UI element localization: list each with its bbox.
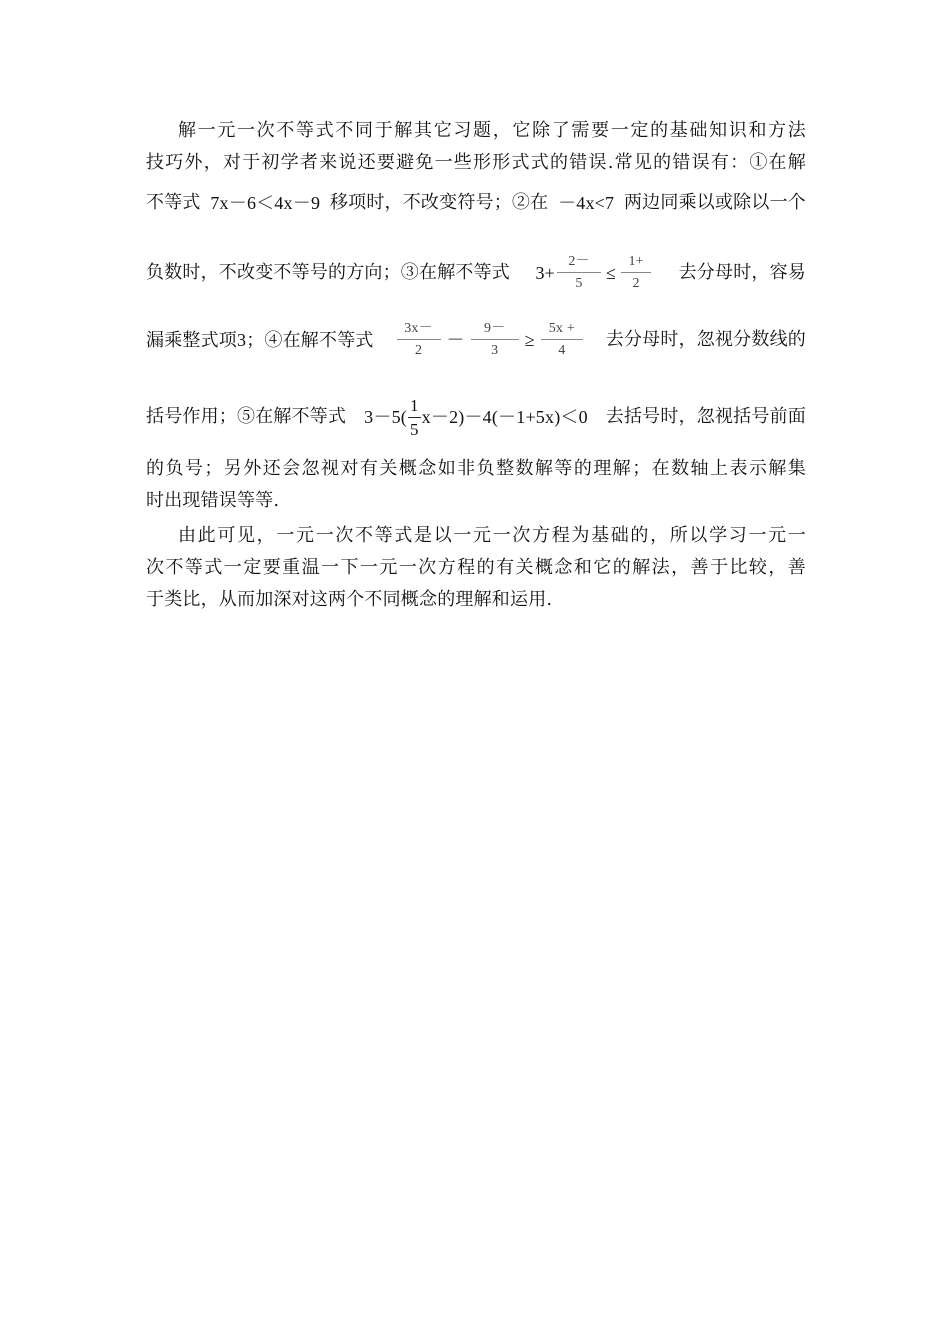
p1-line-6-text-b: 去括号时，忽视括号前面	[605, 406, 806, 427]
fraction-numerator: 1	[408, 396, 421, 418]
inequality-5-part-1: 3－5(	[364, 407, 407, 427]
inequality-3	[535, 251, 653, 295]
fraction-denominator: 2	[414, 343, 423, 358]
p1-line-7: 的负号；另外还会忽视对有关概念如非负整数解等的理解；在数轴上表示解集	[146, 458, 806, 479]
geq-sign: ≥	[524, 330, 535, 350]
fraction-numerator: 9－	[471, 321, 519, 340]
p1-line-8: 时出现错误等等.	[146, 490, 280, 511]
inequality-3-prefix: 3+	[535, 263, 556, 283]
fraction-numerator: 1+	[621, 254, 651, 273]
fraction-5x-4	[541, 321, 583, 359]
fraction-1-5	[408, 396, 421, 439]
p1-line-1: 解一元一次不等式不同于解其它习题，它除了需要一定的基础知识和方法	[178, 120, 806, 141]
minus-sign: －	[446, 330, 465, 350]
p1-line-3-text-b: 移项时，不改变符号；②在	[329, 192, 549, 213]
fraction-denominator: 4	[558, 343, 566, 358]
p1-line-3-text-a: 不等式	[146, 192, 201, 213]
p2-line-3: 于类比，从而加深对这两个不同概念的理解和运用.	[146, 589, 553, 610]
fraction-3x-2	[397, 321, 441, 359]
p1-line-3	[146, 189, 806, 217]
fraction-denominator: 5	[575, 276, 583, 291]
p1-line-5-text-c: 去分母时，忽视分数线的	[605, 329, 806, 350]
p1-line-5-text-a	[146, 318, 374, 363]
inequality-4	[395, 318, 585, 362]
p1-line-6	[146, 393, 806, 441]
p1-line-6-text-a: 括号作用；⑤在解不等式	[146, 406, 347, 427]
p1-line-4-text-a: 负数时，不改变不等号的方向；③在解不等式	[146, 262, 510, 283]
inequality-5	[364, 393, 588, 441]
leq-sign: ≤	[606, 263, 617, 283]
inequality-5-part-2: x－2)－4(－1+5x)＜0	[421, 407, 588, 427]
p1-line-4	[146, 251, 806, 295]
fraction-denominator: 5	[409, 419, 419, 439]
p1-line-5-label-b: ；④在解不等式	[246, 329, 374, 351]
fraction-numerator: 5x +	[541, 321, 583, 340]
fraction-2-5	[557, 254, 601, 292]
fraction-denominator: 3	[491, 343, 499, 358]
inequality-2: －4x<7	[558, 193, 615, 213]
p1-line-3-text-c: 两边同乘以或除以一个	[623, 192, 806, 213]
p1-line-5-label: 漏乘整式项	[146, 329, 237, 351]
fraction-1-2	[621, 254, 651, 292]
inequality-1: 7x－6＜4x－9	[210, 193, 321, 213]
p1-line-4-text-b: 去分母时，容易	[678, 262, 806, 283]
fraction-denominator: 2	[632, 276, 640, 291]
p1-line-5	[146, 318, 806, 362]
p2-line-2: 次不等式一定要重温一下一元一次方程的有关概念和它的解法，善于比较，善	[146, 557, 806, 578]
p2-line-1: 由此可见，一元一次不等式是以一元一次方程为基础的，所以学习一元一	[178, 525, 806, 546]
fraction-9-3	[471, 321, 519, 359]
fraction-numerator: 2－	[557, 254, 601, 273]
fraction-numerator: 3x－	[397, 321, 441, 340]
p1-line-2: 技巧外，对于初学者来说还要避免一些形形式式的错误.常见的错误有：①在解	[146, 152, 806, 173]
number-3: 3	[237, 329, 247, 350]
